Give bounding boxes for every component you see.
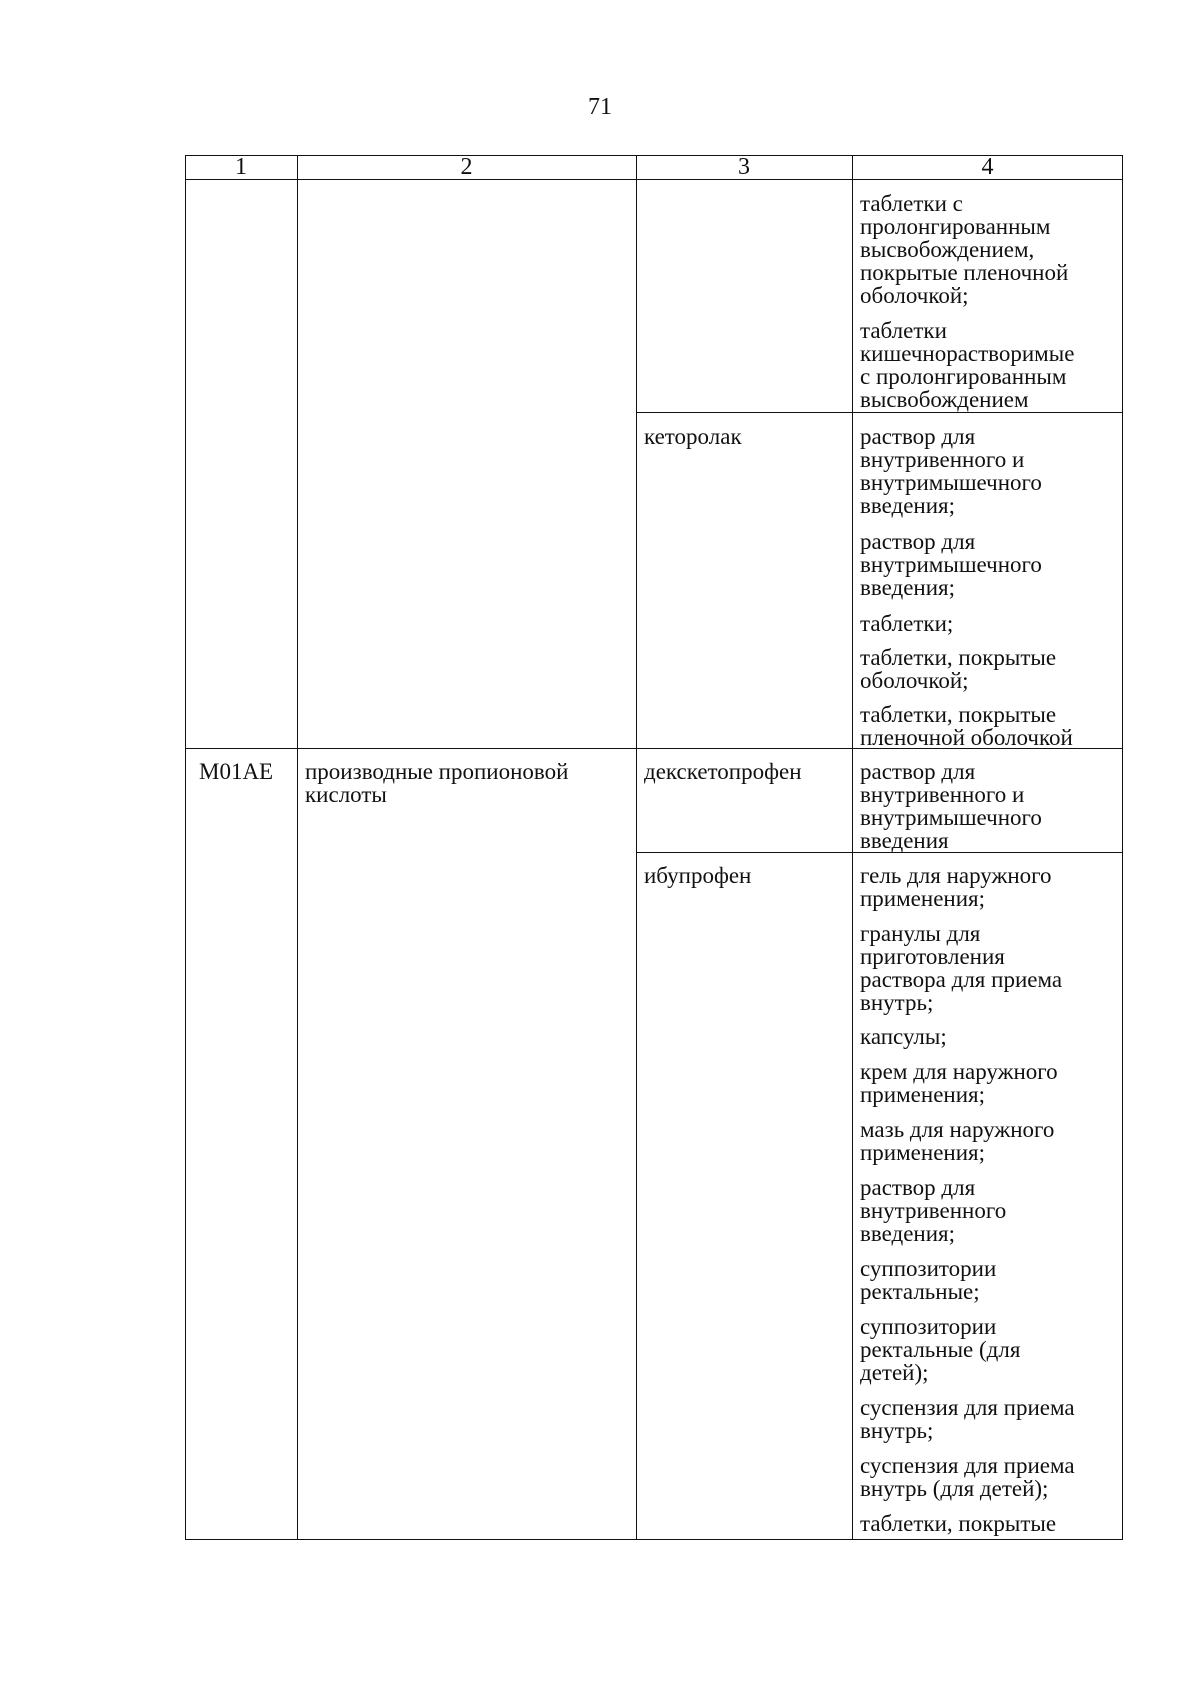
dosage-form: суппозитории ректальные; [860,1256,997,1304]
dosage-form: таблетки кишечнорастворимые с пролонгированным высвобождением [860,318,1075,412]
dosage-form: таблетки, покрытые оболочкой; [860,645,1057,693]
dosage-form: гель для наружного применения; [860,863,1052,911]
header-col-3: 3 [738,154,750,180]
dosage-form: суспензия для приема внутрь; [860,1395,1075,1443]
dosage-form: раствор для внутривенного и внутримышечного введения; [860,424,1042,518]
dosage-form: суспензия для приема внутрь (для детей); [860,1453,1075,1501]
header-col-4: 4 [981,154,994,180]
drug-name-ketorolac: кеторолак [644,424,742,449]
header-col-2: 2 [460,154,473,180]
column-divider [852,155,853,1540]
column-divider [636,155,637,1540]
dosage-form: раствор для внутривенного введения; [860,1175,1007,1246]
drug-name-dexketoprofen: декскетопрофен [644,759,802,784]
dosage-form: раствор для внутривенного и внутримышечного введения [860,759,1042,853]
header-col-1: 1 [235,154,247,180]
dosage-form: гранулы для приготовления раствора для приема внутрь; [860,921,1063,1015]
dosage-form: таблетки с пролонгированным высвобождением, покрытые пленочной оболочкой; [860,191,1069,308]
dosage-form: таблетки, покрытые [860,1511,1057,1536]
page-number: 71 [588,94,612,120]
group-name: производные пропионовой кислоты [305,759,569,807]
atc-code: M01AE [199,759,274,784]
row-divider [636,412,1123,413]
dosage-form: мазь для наружного применения; [860,1117,1055,1165]
dosage-form: суппозитории ректальные (для детей); [860,1314,1021,1385]
dosage-form: капсулы; [860,1024,947,1049]
dosage-form: крем для наружного применения; [860,1059,1058,1107]
drug-name-ibuprofen: ибупрофен [644,863,752,888]
dosage-form: таблетки; [860,611,954,636]
dosage-form: раствор для внутримышечного введения; [860,529,1042,600]
column-divider [297,155,298,1540]
dosage-form: таблетки, покрытые пленочной оболочкой [860,702,1073,750]
